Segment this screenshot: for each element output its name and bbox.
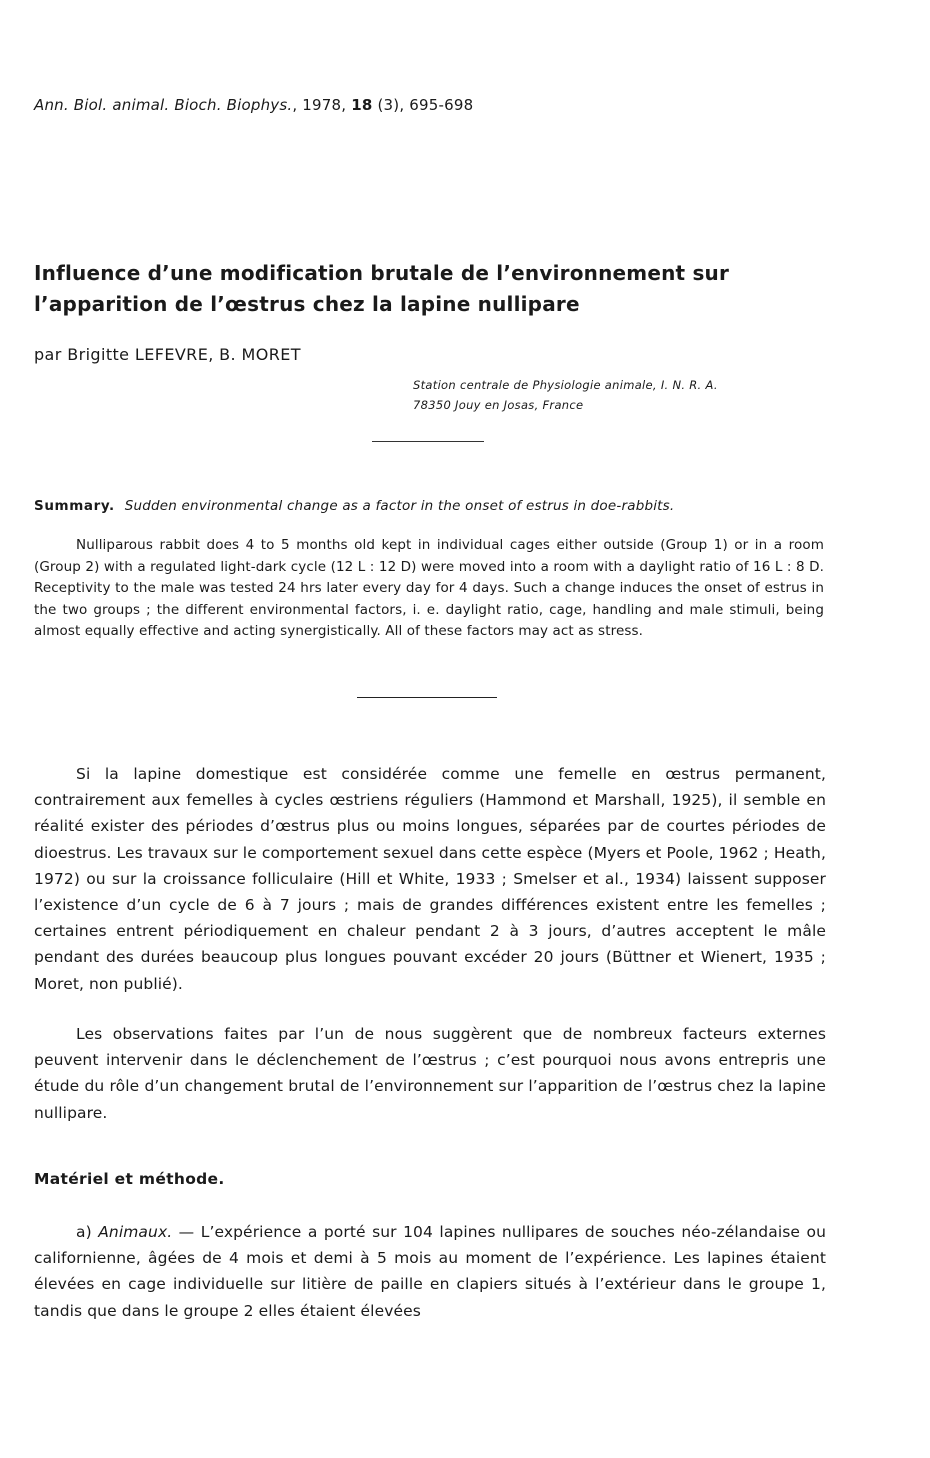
body-paragraph-1: Si la lapine domestique est considérée comme une femelle en œstrus permanent, contrairement aux femelles à cycles œstriens réguliers (Hammond et Marshall, 1925), il semble en réalité exister des périodes d’œstrus plus ou moins longues, séparées par de courtes périodes de dioestrus. Les travaux sur le comportement sexuel dans cette espèce (Myers et Poole, 1962 ; Heath, 1972) ou sur la croissance folliculaire (Hill et White, 1933 ; Smelser et al., 1934) laissent supposer l’existence d’un cycle de 6 à 7 jours ; mais de grandes différences existent entre les femelles ; certaines entrent périodiquement en chaleur pendant 2 à 3 jours, d’autres acceptent le mâle pendant des durées beaucoup plus longues pouvant excéder 20 jours (Büttner et Wienert, 1935 ; Moret, non publié).: [34, 765, 826, 993]
journal-name: Ann. Biol. animal. Bioch. Biophys.: [34, 96, 293, 114]
affiliation-line-2: 78350 Jouy en Josas, France: [413, 398, 584, 412]
summary-text: Nulliparous rabbit does 4 to 5 months old kept in individual cages either outside (Group 1) or in a room (Group 2) with a regulated light-dark cycle (12 L : 12 D) were moved into a room with a daylight ratio of 16 L : 8 D. Receptivity to the male was tested 24 hrs later every day for 4 days. Such a change induces the onset of estrus in the two groups ; the different environmental factors, i. e. daylight ratio, cage, handling and male stimuli, being almost equally effective and acting synergistically. All of these factors may act as stress.: [34, 537, 824, 639]
affiliation-line-1: Station centrale de Physiologie animale, I. N. R. A.: [413, 378, 718, 392]
journal-citation: [34, 96, 473, 114]
summary-heading: [34, 498, 834, 514]
separator-rule-bottom: [357, 697, 497, 698]
citation-year: , 1978,: [292, 96, 352, 114]
subsection-letter: a): [76, 1223, 99, 1241]
article-title: Influence d’une modification brutale de l’environnement sur l’apparition de l’œstrus chez la lapine nullipare: [34, 261, 730, 316]
separator-rule-top: [372, 441, 484, 442]
citation-issue-pages: (3), 695-698: [372, 96, 474, 114]
summary-label: Summary.: [34, 498, 115, 514]
citation-volume: 18: [351, 96, 373, 114]
affiliation: [413, 375, 718, 415]
body-paragraph-3: [34, 1219, 826, 1324]
subsection-title: Animaux.: [98, 1223, 173, 1241]
section-heading: Matériel et méthode.: [34, 1170, 225, 1188]
summary-title: Sudden environmental change as a factor in the onset of estrus in doe-rabbits.: [124, 498, 675, 514]
subsection-text: — L’expérience a porté sur 104 lapines nullipares de souches néo-zélandaise ou californienne, âgées de 4 mois et demi à 5 mois au moment de l’expérience. Les lapines étaient élevées en cage individuelle sur litière de paille en clapiers situés à l’extérieur dans le groupe 1, tandis que dans le groupe 2 elles étaient élevées: [34, 1223, 827, 1320]
authors: par Brigitte LEFEVRE, B. MORET: [34, 345, 301, 364]
body-paragraph-2: Les observations faites par l’un de nous suggèrent que de nombreux facteurs externes peuvent intervenir dans le déclenchement de l’œstrus ; c’est pourquoi nous avons entrepris une étude du rôle d’un changement brutal de l’environnement sur l’apparition de l’œstrus chez la lapine nullipare.: [34, 1025, 826, 1122]
